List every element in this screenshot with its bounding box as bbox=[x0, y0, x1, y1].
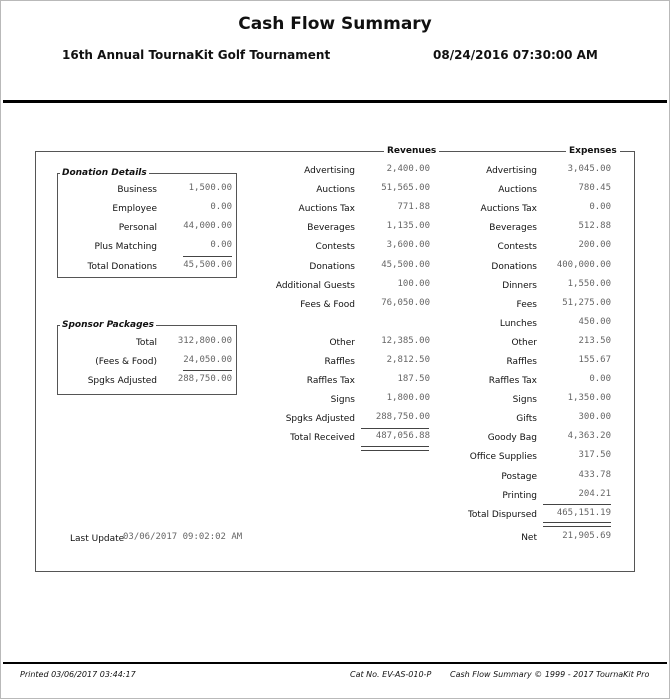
expense-value: 213.50 bbox=[578, 336, 611, 346]
revenue-label: Beverages bbox=[307, 223, 355, 233]
expense-label: Auctions bbox=[498, 185, 537, 195]
expense-label: Dinners bbox=[502, 281, 537, 291]
sponsor-subtotal-line bbox=[183, 370, 232, 371]
printed-stamp: Printed 03/06/2017 03:44:17 bbox=[20, 670, 136, 679]
donations-subtotal-line bbox=[183, 256, 232, 257]
expense-label: Lunches bbox=[499, 319, 537, 329]
sponsor-value: 24,050.00 bbox=[183, 355, 232, 365]
donation-value: 44,000.00 bbox=[183, 221, 232, 231]
revenue-label: Signs bbox=[330, 395, 355, 405]
expense-label: Donations bbox=[491, 262, 537, 272]
revenue-value: 2,400.00 bbox=[386, 164, 430, 174]
expense-label: Beverages bbox=[489, 223, 537, 233]
expense-label: Gifts bbox=[516, 414, 537, 424]
revenue-label: Advertising bbox=[304, 166, 355, 176]
expense-label: Net bbox=[521, 533, 537, 543]
revenue-value: 771.88 bbox=[397, 202, 430, 212]
donation-label: Personal bbox=[118, 223, 157, 233]
revenue-subtotal-line bbox=[361, 428, 429, 429]
sponsor-value: 312,800.00 bbox=[177, 336, 232, 346]
expense-value: 1,550.00 bbox=[567, 279, 611, 289]
expense-value: 1,350.00 bbox=[567, 393, 611, 403]
expense-value: 400,000.00 bbox=[556, 260, 611, 270]
expense-value: 200.00 bbox=[578, 240, 611, 250]
donation-label: Employee bbox=[112, 204, 157, 214]
sponsor-label: Total bbox=[135, 338, 157, 348]
sponsor-value: 288,750.00 bbox=[177, 374, 232, 384]
revenue-value: 100.00 bbox=[397, 279, 430, 289]
revenue-value: 12,385.00 bbox=[381, 336, 430, 346]
donation-label: Total Donations bbox=[87, 262, 157, 272]
revenue-value: 51,565.00 bbox=[381, 183, 430, 193]
revenue-label: Auctions bbox=[316, 185, 355, 195]
revenue-value: 45,500.00 bbox=[381, 260, 430, 270]
sponsor-label: Spgks Adjusted bbox=[87, 376, 157, 386]
sponsor-packages-label: Sponsor Packages bbox=[62, 320, 155, 330]
revenue-total-double-line bbox=[361, 446, 429, 451]
expense-value: 450.00 bbox=[578, 317, 611, 327]
event-datetime: 08/24/2016 07:30:00 AM bbox=[433, 48, 598, 62]
revenue-value: 2,812.50 bbox=[386, 355, 430, 365]
expense-value: 0.00 bbox=[589, 374, 611, 384]
revenue-value: 288,750.00 bbox=[375, 412, 430, 422]
header-divider bbox=[3, 100, 667, 103]
revenue-value: 1,800.00 bbox=[386, 393, 430, 403]
expense-label: Postage bbox=[501, 472, 537, 482]
report-title: Cash Flow Summary bbox=[238, 14, 432, 34]
expense-value: 21,905.69 bbox=[562, 531, 611, 541]
revenue-label: Other bbox=[329, 338, 355, 348]
expense-value: 155.67 bbox=[578, 355, 611, 365]
expense-value: 51,275.00 bbox=[562, 298, 611, 308]
revenue-label: Raffles Tax bbox=[306, 376, 355, 386]
expense-label: Other bbox=[511, 338, 537, 348]
revenue-label: Donations bbox=[309, 262, 355, 272]
donation-value: 0.00 bbox=[210, 202, 232, 212]
expense-label: Contests bbox=[497, 242, 537, 252]
revenue-label: Additional Guests bbox=[275, 281, 355, 291]
expense-value: 512.88 bbox=[578, 221, 611, 231]
revenue-label: Contests bbox=[315, 242, 355, 252]
expense-value: 465,151.19 bbox=[556, 508, 611, 518]
expense-label: Office Supplies bbox=[469, 452, 537, 462]
expense-label: Auctions Tax bbox=[480, 204, 537, 214]
event-name: 16th Annual TournaKit Golf Tournament bbox=[62, 48, 331, 62]
donation-label: Plus Matching bbox=[94, 242, 157, 252]
expenses-header: Expenses bbox=[566, 146, 620, 157]
expense-value: 4,363.20 bbox=[567, 431, 611, 441]
revenue-value: 3,600.00 bbox=[386, 240, 430, 250]
revenue-label: Fees & Food bbox=[300, 300, 355, 310]
revenue-label: Auctions Tax bbox=[298, 204, 355, 214]
expense-total-double-line bbox=[543, 522, 611, 527]
expense-value: 3,045.00 bbox=[567, 164, 611, 174]
donation-value: 0.00 bbox=[210, 240, 232, 250]
expense-value: 780.45 bbox=[578, 183, 611, 193]
expense-label: Signs bbox=[512, 395, 537, 405]
revenue-label: Raffles bbox=[324, 357, 355, 367]
footer-divider bbox=[3, 662, 667, 664]
copyright-notice: Cash Flow Summary © 1999 - 2017 TournaKit Pro bbox=[450, 670, 650, 679]
expense-label: Raffles bbox=[506, 357, 537, 367]
expense-subtotal-line bbox=[543, 504, 611, 505]
expense-value: 0.00 bbox=[589, 202, 611, 212]
revenue-label: Spgks Adjusted bbox=[285, 414, 355, 424]
expense-value: 204.21 bbox=[578, 489, 611, 499]
revenue-value: 187.50 bbox=[397, 374, 430, 384]
expense-label: Printing bbox=[502, 491, 537, 501]
donation-details-label: Donation Details bbox=[62, 168, 147, 178]
revenues-header: Revenues bbox=[384, 146, 439, 157]
catalog-number: Cat No. EV-AS-010-P bbox=[350, 670, 432, 679]
last-update-label: Last Update bbox=[70, 534, 125, 544]
revenue-label: Total Received bbox=[290, 433, 355, 443]
revenue-value: 76,050.00 bbox=[381, 298, 430, 308]
last-update-value: 03/06/2017 09:02:02 AM bbox=[123, 532, 243, 542]
expense-label: Advertising bbox=[486, 166, 537, 176]
expense-value: 433.78 bbox=[578, 470, 611, 480]
expense-label: Raffles Tax bbox=[488, 376, 537, 386]
donation-value: 45,500.00 bbox=[183, 260, 232, 270]
revenue-value: 1,135.00 bbox=[386, 221, 430, 231]
expense-label: Fees bbox=[516, 300, 537, 310]
donation-label: Business bbox=[117, 185, 157, 195]
expense-label: Goody Bag bbox=[487, 433, 537, 443]
expense-value: 317.50 bbox=[578, 450, 611, 460]
donation-value: 1,500.00 bbox=[188, 183, 232, 193]
sponsor-label: (Fees & Food) bbox=[95, 357, 157, 367]
revenue-value: 487,056.88 bbox=[375, 431, 430, 441]
expense-value: 300.00 bbox=[578, 412, 611, 422]
expense-label: Total Dispursed bbox=[467, 510, 537, 520]
